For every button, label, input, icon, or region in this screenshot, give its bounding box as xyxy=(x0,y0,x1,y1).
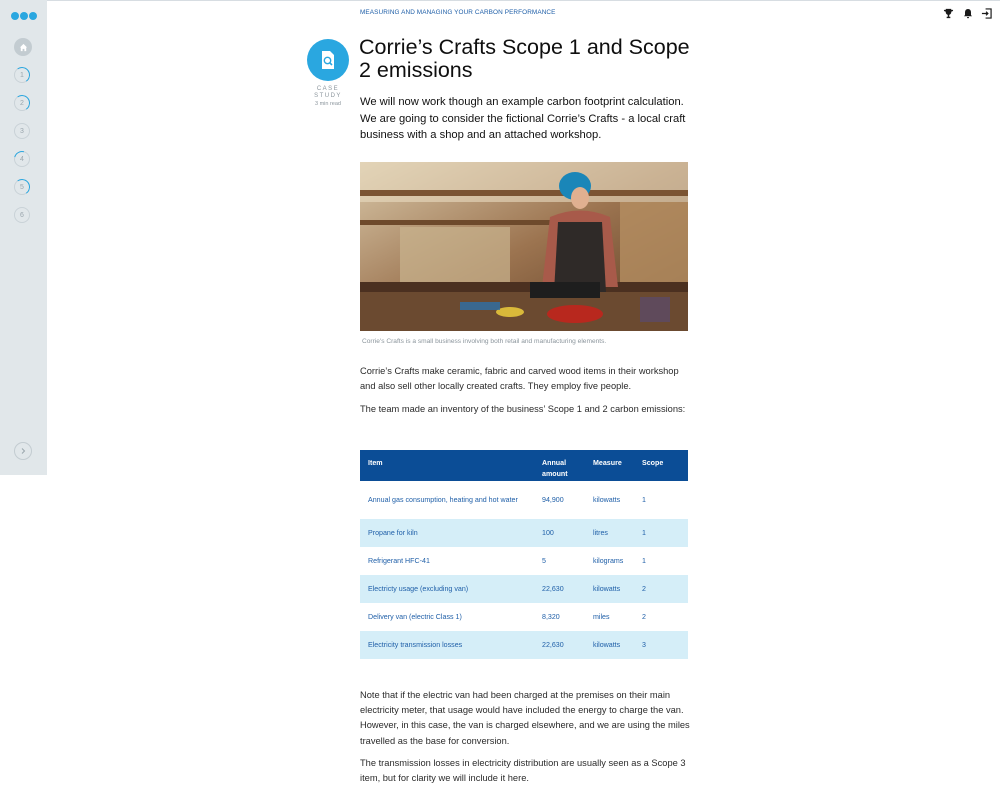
cell-measure: kilowatts xyxy=(593,495,621,504)
home-icon xyxy=(19,43,28,52)
cell-measure: kilograms xyxy=(593,556,624,565)
table-row xyxy=(360,603,688,631)
step-4-button[interactable] xyxy=(14,151,30,167)
page-title: Corrie’s Crafts Scope 1 and Scope 2 emissions xyxy=(359,35,690,82)
step-1-button[interactable] xyxy=(14,67,30,83)
cell-item: Electricty usage (excluding van) xyxy=(360,575,534,603)
progress-rail xyxy=(0,0,47,475)
column-header-annual-amount: Annual amount xyxy=(534,450,585,481)
cell-measure: miles xyxy=(593,612,610,621)
table-row xyxy=(360,547,688,575)
app-logo[interactable] xyxy=(11,11,37,21)
badge-label xyxy=(300,86,356,100)
table-row xyxy=(360,631,688,659)
breadcrumb[interactable]: MEASURING AND MANAGING YOUR CARBON PERFORMANCE xyxy=(360,9,556,16)
cell-item: Propane for kiln xyxy=(360,519,534,547)
body-paragraph-1: Corrie’s Crafts make ceramic, fabric and carved wood items in their workshop and also sell other locally created crafts. They employ five people. xyxy=(360,366,679,392)
body-paragraph-3: Note that if the electric van had been charged at the premises on their main electricity meter, that usage would have included the energy to charge the van. However, in this case, the van is charged elsewhere, and we are using the miles travelled as the base for conversion. xyxy=(360,690,690,746)
emissions-table xyxy=(360,450,688,659)
photo-caption: Corrie's Crafts is a small business involving both retail and manufacturing elements. xyxy=(362,338,607,345)
cell-item: Delivery van (electric Class 1) xyxy=(368,612,462,621)
top-divider xyxy=(0,0,1000,1)
table-header-row xyxy=(360,450,688,481)
column-header-measure: Measure xyxy=(585,450,634,481)
next-button[interactable] xyxy=(14,442,32,460)
cell-item: Annual gas consumption, heating and hot water xyxy=(368,495,518,504)
trophy-icon[interactable] xyxy=(943,8,954,19)
body-paragraph-2: The team made an inventory of the business’ Scope 1 and 2 carbon emissions: xyxy=(360,404,686,414)
chevron-right-icon xyxy=(19,447,27,455)
table-row xyxy=(360,519,688,547)
body-paragraph-4: The transmission losses in electricity distribution are usually seen as a Scope 3 item, but for clarity we will include it here. xyxy=(360,758,686,784)
table-row xyxy=(360,481,688,519)
cell-measure: litres xyxy=(585,519,634,547)
cell-scope: 1 xyxy=(642,495,646,504)
workshop-photo xyxy=(360,162,688,331)
case-study-badge xyxy=(307,39,349,81)
cell-measure: kilowatts xyxy=(585,575,634,603)
cell-item: Electricity transmission losses xyxy=(360,631,534,659)
column-header-scope: Scope xyxy=(634,450,688,481)
cell-amount: 8,320 xyxy=(542,612,560,621)
step-label: 2 xyxy=(20,99,24,107)
table-row xyxy=(360,575,688,603)
step-2-button[interactable] xyxy=(14,95,30,111)
lead-paragraph: We will now work though an example carbon footprint calculation. We are going to consider the fictional Corrie’s Crafts - a local craft business with a shop and an attached workshop. xyxy=(360,96,686,142)
step-6-button[interactable] xyxy=(14,207,30,223)
cell-scope: 1 xyxy=(634,519,688,547)
logout-icon[interactable] xyxy=(981,8,992,19)
cell-amount: 5 xyxy=(542,556,546,565)
cell-measure: kilowatts xyxy=(585,631,634,659)
badge-label-line2: STUDY xyxy=(314,93,342,99)
step-label: 5 xyxy=(20,183,24,191)
cell-scope: 1 xyxy=(642,556,646,565)
cell-amount: 100 xyxy=(534,519,585,547)
cell-item: Refrigerant HFC-41 xyxy=(368,556,430,565)
column-header-item: Item xyxy=(360,450,534,481)
cell-scope: 3 xyxy=(634,631,688,659)
step-3-button[interactable] xyxy=(14,123,30,139)
cell-amount: 22,630 xyxy=(534,575,585,603)
bell-icon[interactable] xyxy=(962,8,973,19)
read-time: 3 min read xyxy=(315,101,341,107)
cell-amount: 22,630 xyxy=(534,631,585,659)
step-5-button[interactable] xyxy=(14,179,30,195)
header-actions xyxy=(943,8,992,19)
cell-amount: 94,900 xyxy=(542,495,564,504)
step-label: 6 xyxy=(20,211,24,219)
cell-scope: 2 xyxy=(634,575,688,603)
badge-label-line1: CASE xyxy=(316,86,340,92)
cell-scope: 2 xyxy=(642,612,646,621)
step-label: 3 xyxy=(20,127,24,135)
step-label: 1 xyxy=(20,71,24,79)
home-button[interactable] xyxy=(14,38,32,56)
step-label: 4 xyxy=(20,155,24,163)
document-search-icon xyxy=(317,49,339,71)
